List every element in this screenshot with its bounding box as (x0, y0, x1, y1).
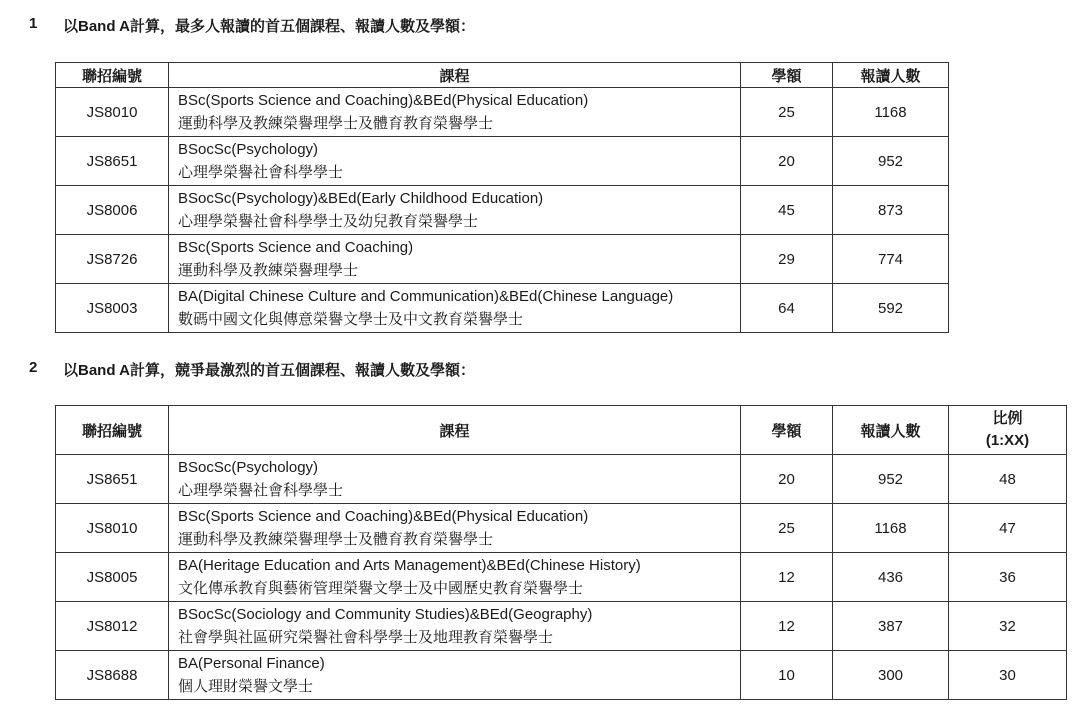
course-zh: 心理學榮譽社會科學學士及幼兒教育榮譽學士 (178, 213, 479, 230)
header-code: 聯招編號 (56, 63, 169, 88)
cell-applicants: 1168 (833, 88, 949, 137)
cell-code: JS8006 (56, 186, 169, 235)
cell-places: 12 (741, 602, 833, 651)
cell-ratio: 47 (949, 504, 1067, 553)
cell-applicants: 387 (833, 602, 949, 651)
table-row (56, 602, 1067, 651)
course-en: BA(Digital Chinese Culture and Communication)&BEd(Chinese Language) (178, 288, 674, 305)
course-en: BA(Heritage Education and Arts Management)&BEd(Chinese History) (178, 557, 641, 574)
section2-number: 2 (29, 359, 38, 376)
table-row (56, 137, 949, 186)
table-row (56, 186, 949, 235)
cell-places: 25 (741, 88, 833, 137)
table-row (56, 235, 949, 284)
course-en: BSocSc(Psychology) (178, 459, 319, 476)
course-zh: 心理學榮譽社會科學學士 (178, 482, 344, 499)
course-en: BSocSc(Psychology) (178, 141, 319, 158)
header-course: 課程 (169, 406, 741, 455)
cell-course (169, 88, 741, 137)
cell-places: 20 (741, 455, 833, 504)
table-row (56, 504, 1067, 553)
header-applicants: 報讀人數 (833, 406, 949, 455)
course-en: BSocSc(Psychology)&BEd(Early Childhood Education) (178, 190, 544, 207)
cell-ratio: 48 (949, 455, 1067, 504)
section1-title: 以Band A計算，最多人報讀的首五個課程、報讀人數及學額： (63, 18, 475, 35)
table-row (56, 553, 1067, 602)
header-ratio-line1: 比例 (992, 410, 1023, 427)
course-zh: 心理學榮譽社會科學學士 (178, 164, 344, 181)
cell-places: 29 (741, 235, 833, 284)
cell-course (169, 235, 741, 284)
most-applicants-table (55, 62, 949, 333)
header-course: 課程 (169, 63, 741, 88)
cell-ratio: 30 (949, 651, 1067, 700)
cell-course (169, 284, 741, 333)
course-en: BSocSc(Sociology and Community Studies)&BEd(Geography) (178, 606, 593, 623)
cell-applicants: 1168 (833, 504, 949, 553)
most-competitive-table (55, 405, 1067, 700)
header-places: 學額 (741, 406, 833, 455)
cell-code: JS8688 (56, 651, 169, 700)
course-zh: 社會學與社區研究榮譽社會科學學士及地理教育榮譽學士 (178, 629, 554, 646)
cell-code: JS8012 (56, 602, 169, 651)
header-ratio (949, 406, 1067, 455)
table-header-row (56, 63, 949, 88)
cell-places: 20 (741, 137, 833, 186)
cell-applicants: 592 (833, 284, 949, 333)
header-ratio-line2: (1:XX) (985, 432, 1030, 449)
cell-course (169, 455, 741, 504)
section2-title: 以Band A計算，競爭最激烈的首五個課程、報讀人數及學額： (63, 362, 475, 379)
course-en: BA(Personal Finance) (178, 655, 325, 672)
table-row (56, 651, 1067, 700)
cell-course (169, 504, 741, 553)
cell-code: JS8003 (56, 284, 169, 333)
table-row (56, 455, 1067, 504)
cell-code: JS8010 (56, 88, 169, 137)
course-en: BSc(Sports Science and Coaching) (178, 239, 414, 256)
cell-applicants: 873 (833, 186, 949, 235)
header-code: 聯招編號 (56, 406, 169, 455)
cell-code: JS8010 (56, 504, 169, 553)
cell-course (169, 137, 741, 186)
cell-ratio: 32 (949, 602, 1067, 651)
section1-number: 1 (29, 15, 38, 32)
cell-places: 12 (741, 553, 833, 602)
course-zh: 個人理財榮譽文學士 (178, 678, 314, 695)
cell-course (169, 553, 741, 602)
cell-ratio: 36 (949, 553, 1067, 602)
cell-code: JS8005 (56, 553, 169, 602)
cell-applicants: 300 (833, 651, 949, 700)
course-zh: 數碼中國文化與傳意榮譽文學士及中文教育榮譽學士 (178, 311, 524, 328)
course-en: BSc(Sports Science and Coaching)&BEd(Physical Education) (178, 508, 589, 525)
cell-places: 45 (741, 186, 833, 235)
course-zh: 運動科學及教練榮譽理學士及體育教育榮譽學士 (178, 531, 494, 548)
cell-course (169, 651, 741, 700)
cell-code: JS8651 (56, 455, 169, 504)
cell-places: 64 (741, 284, 833, 333)
cell-applicants: 436 (833, 553, 949, 602)
cell-code: JS8651 (56, 137, 169, 186)
table-header-row (56, 406, 1067, 455)
cell-places: 10 (741, 651, 833, 700)
header-places: 學額 (741, 63, 833, 88)
cell-applicants: 952 (833, 455, 949, 504)
cell-code: JS8726 (56, 235, 169, 284)
cell-applicants: 774 (833, 235, 949, 284)
table-row (56, 284, 949, 333)
course-en: BSc(Sports Science and Coaching)&BEd(Physical Education) (178, 92, 589, 109)
cell-course (169, 186, 741, 235)
header-applicants: 報讀人數 (833, 63, 949, 88)
cell-places: 25 (741, 504, 833, 553)
cell-course (169, 602, 741, 651)
table-row (56, 88, 949, 137)
course-zh: 運動科學及教練榮譽理學士 (178, 262, 359, 279)
course-zh: 運動科學及教練榮譽理學士及體育教育榮譽學士 (178, 115, 494, 132)
course-zh: 文化傳承教育與藝術管理榮譽文學士及中國歷史教育榮譽學士 (178, 580, 584, 597)
cell-applicants: 952 (833, 137, 949, 186)
